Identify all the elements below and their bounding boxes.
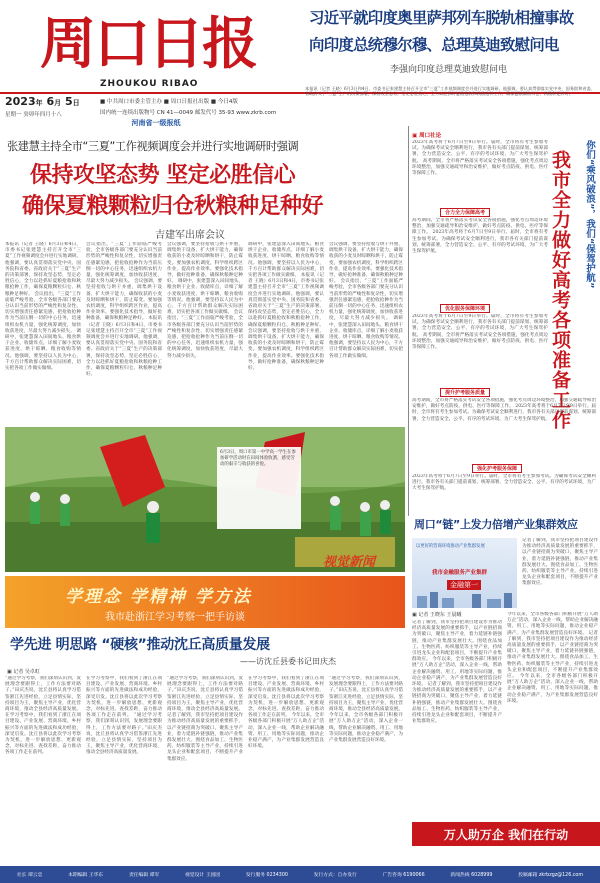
footer-item: 广告咨询 6190066 [382,873,425,878]
publication-number: 国内统一连续出版物号 CN 41—0049 邮发代号 35-93 www.zkrb.com [100,110,277,116]
industry-ad[interactable] [412,538,517,608]
footer-email-link[interactable]: 投稿邮箱 zkrbzgz@126.com [518,873,584,878]
industry-column-2: 今年以来，全市各级各部门积极开展“万人助万企”活动，深入企业一线，帮助企业解决融资、用工、用地等实际问题，推动企业稳产满产，为产业集群发展营造良好环境。 记者了解到，我市坚持把项目建设作为推动经济高质量发展的重要抓手，以产业链招商为突破口，聚焦主导产业，着力延链补链强链，推动产业集群发展壮大。围绕食品加工、生物医药、纺织服装等主导产业，持续引进龙头企业和配套项目，不断提升产业集群效应。 今年以来，全市各级各部门积极开展“万人助万企”活动，深入企业一线，帮助企业解决融资、用工、用地等实际问题，推动企业稳产满产，为产业集群发展营造良好环境。 [507,612,598,704]
footer-item: 责任编辑 谭军 [128,873,160,878]
industry-ad-brand: 金融第一 [447,580,481,590]
lead-column-3: 会议强调，要坚持抢收与烘干并重，调集烘干设备，扩大烘干能力，确保收获的小麦及时晾晒和烘干，防止霉变。要加强农机调度，科学组织跨区作业，提高作业效率。要强化技术指导，做好抢种准备，确保秋粮种足种好。 调研中，张建慧深入田间地头、粮食烘干企业、收储库点，详细了解小麦收获进度、烘干晾晒、粮食收购等情况。他强调，要坚持以人民为中心，千方百计帮助群众解决实际困难，切实把各项工作做实做细。 会议指出，“三夏”工作面临严峻考验，全市各级各部门要充分认识当前形势的严峻性和复杂性，切实增强责任感紧迫感，把抢收抢种作为当前压倒一切的中心任务，迅速组织农机力量，强化统筹调度，加快收获进度，尽最大努力减少损失。 [167,242,243,359]
feature-column-5: “通过学习考察，我们深刻认识到，发展理念要跟得上，工作方法要对路子。”田庆杰说，沈丘县将认真学习借鉴浙江先进经验，立足县情实际，坚持项目为王，聚焦主导产业，优化营商环境，推动全县经济高质量发展。 今年以来，全市各级各部门积极开展“万人助万企”活动，深入企业一线，帮助企业解决融资、用工、用地等实际问题，推动企业稳产满产，为产业集群发展营造良好环境。 [329,676,403,744]
footer-item: 发行服务 0234300 [245,873,288,878]
masthead [0,0,600,127]
top-news-subhead[interactable]: 李强向印度总理莫迪致慰问电 [390,65,508,75]
feature-article [0,628,405,863]
industry-headline[interactable]: 周口“链”上发力倍增产业集群效应 [414,518,578,531]
slogan-text: 万人助万企 我们在行动 [443,828,569,842]
skyline-graphic [412,590,517,608]
lead-byline: 吉建军出席会议 [155,230,225,241]
footer-bar [0,866,600,883]
lead-headline-1[interactable]: 保持攻坚态势 坚定必胜信心 [30,163,296,188]
newspaper-logo: 周口日报 [40,11,256,77]
feature-column-2: 在学习考察中，我们看到了浙江在项目建设、产业发展、营商环境、乡村振兴等方面的先进做法和成功经验，深受启发。沈丘县将以此次学习考察为契机，进一步解放思想、更新观念，对标先进、查找差距，奋力推动各项工作走在前列。 “通过学习考察，我们深刻认识到，发展理念要跟得上，工作方法要对路子。”田庆杰说，沈丘县将认真学习借鉴浙江先进经验，立足县情实际，坚持项目为王，聚焦主导产业，优化营商环境，推动全县经济高质量发展。 [86,676,162,756]
footer-item: 视觉设计 王园园 [185,873,221,878]
photo-caption: 6月3日，周口市第一中学高一学生在参加研学活动时在田间体验收割，感受劳动的艰辛与收获的喜悦。 [220,450,296,468]
news-photo[interactable] [5,427,405,572]
weekday: 星期一 癸卯年四月十八 [5,112,62,118]
date-month: 6 [46,95,55,108]
slogan-bar [412,822,600,846]
section-label-1: 合力全力保障高考 [440,208,490,217]
date-year: 2023 [5,95,36,108]
lead-column-1: 本报讯（记者 王晓）6月3日和4日，市委书记张建慧主持召开全市“三夏”工作视频调度会并进行实地调研。他强调，要认真贯彻落实党中央、国务院和省委、省政府关于“三夏”生产的决策部署，保持攻坚态势，坚定必胜信心，全力以赴抓好夏粮抢收和秋粮抢种工作，确保夏粮颗粒归仓、秋粮种足种好。 会议指出，“三夏”工作面临严峻考验，全市各级各部门要充分认识当前形势的严峻性和复杂性，切实增强责任感紧迫感，把抢收抢种作为当前压倒一切的中心任务，迅速组织农机力量，强化统筹调度，加快收获进度，尽最大努力减少损失。 调研中，张建慧深入田间地头、粮食烘干企业、收储库点，详细了解小麦收获进度、烘干晾晒、粮食收购等情况。他强调，要坚持以人民为中心，千方百计帮助群众解决实际困难，切实把各项工作做实做细。 [5,242,81,372]
commentary-headline[interactable]: 我市全力做好高考各项准备工作 [549,150,571,430]
industry-intro: 记者了解到，我市坚持把项目建设作为推动经济高质量发展的重要抓手，以产业链招商为突破口，聚焦主导产业，着力延链补链强链，推动产业集群发展壮大。围绕食品加工、生物医药、纺织服装等主导产业，持续引进龙头企业和配套项目，不断提升产业集群效应。 [522,538,598,587]
footer-item: 社长 谭云忠 [16,873,43,878]
commentary-divider [408,126,409,516]
visual-news-label: 视觉新闻 [323,555,376,570]
lead-headline-2[interactable]: 确保夏粮颗粒归仓秋粮种足种好 [22,194,324,219]
lead-column-2: 会议指出，“三夏”工作面临严峻考验，全市各级各部门要充分认识当前形势的严峻性和复杂性，切实增强责任感紧迫感，把抢收抢种作为当前压倒一切的中心任务，迅速组织农机力量，强化统筹调度，加快收获进度，尽最大努力减少损失。 会议强调，要坚持抢收与烘干并重，调集烘干设备，扩大烘干能力，确保收获的小麦及时晾晒和烘干，防止霉变。要加强农机调度，科学组织跨区作业，提高作业效率。要强化技术指导，做好抢种准备，确保秋粮种足种好。 本报讯（记者 王晓）6月3日和4日，市委书记张建慧主持召开全市“三夏”工作视频调度会并进行实地调研。他强调，要认真贯彻落实党中央、国务院和省委、省政府关于“三夏”生产的决策部署，保持攻坚态势，坚定必胜信心，全力以赴抓好夏粮抢收和秋粮抢种工作，确保夏粮颗粒归仓、秋粮种足种好。 [86,242,162,378]
feature-column-3: “通过学习考察，我们深刻认识到，发展理念要跟得上，工作方法要对路子。”田庆杰说，沈丘县将认真学习借鉴浙江先进经验，立足县情实际，坚持项目为王，聚焦主导产业，优化营商环境，推动全县经济高质量发展。 记者了解到，我市坚持把项目建设作为推动经济高质量发展的重要抓手，以产业链招商为突破口，聚焦主导产业，着力延链补链强链，推动产业集群发展壮大。围绕食品加工、生物医药、纺织服装等主导产业，持续引进龙头企业和配套项目，不断提升产业集群效应。 [167,676,243,762]
feature-reporter: ▣ 记者 吴卓虹 [7,669,40,675]
top-news-headline-2[interactable]: 向印度总统穆尔穆、总理莫迪致慰问电 [309,36,559,54]
lead-story [0,126,405,426]
commentary-body-1: 高考期间，全市将严格落实考试安全各项措施，强化考点周边环境整治，加强交通疏导和治安维护，做好考点防疫、供电、医疗等保障工作。 2023年高考将于6月7日至9日举行。届时，全市将有考生参加考试。为确保考试安全顺利进行，我市各有关部门提前谋划、统筹部署，全力营造安全、公平、有序的考试环境，为广大考生保驾护航。 [412,218,548,255]
logo-pinyin: ZHOUKOU RIBAO [100,79,199,89]
website-link[interactable]: www.zkrb.com [236,110,277,116]
feature-headline[interactable]: 学先进 明思路 “硬核”推动沈丘高质量发展 [10,637,270,653]
lead-column-4: 调研中，张建慧深入田间地头、粮食烘干企业、收储库点，详细了解小麦收获进度、烘干晾晒、粮食收购等情况。他强调，要坚持以人民为中心，千方百计帮助群众解决实际困难，切实把各项工作做实做细。 本报讯（记者 王晓）6月3日和4日，市委书记张建慧主持召开全市“三夏”工作视频调度会并进行实地调研。他强调，要认真贯彻落实党中央、国务院和省委、省政府关于“三夏”生产的决策部署，保持攻坚态势，坚定必胜信心，全力以赴抓好夏粮抢收和秋粮抢种工作，确保夏粮颗粒归仓、秋粮种足种好。 会议强调，要坚持抢收与烘干并重，调集烘干设备，扩大烘干能力，确保收获的小麦及时晾晒和烘干，防止霉变。要加强农机调度，科学组织跨区作业，提高作业效率。要强化技术指导，做好抢种准备，确保秋粮种足种好。 [248,242,324,372]
section-label-2: 优化服务保障环境 [440,304,490,313]
industry-reporter: ▣ 记者 王晓东 王晨曦 [412,612,462,618]
commentary-intro: 2023年高考将于6月7日至9日举行。届时，全市将有考生参加考试。为确保考试安全顺利进行，我市各有关部门提前谋划、统筹部署，全力营造安全、公平、有序的考试环境，为广大考生保驾护航。 高考期间，全市将严格落实考试安全各项措施，强化考点周边环境整治，加强交通疏导和治安维护，做好考点防疫、供电、医疗等保障工作。 [412,140,548,177]
commentary-body-3: 高考期间，全市将严格落实考试安全各项措施，强化考点周边环境整治，加强交通疏导和治安维护，做好考点防疫、供电、医疗等保障工作。 2023年高考将于6月7日至9日举行。届时，全市将有考生参加考试。为确保考试安全顺利进行，我市各有关部门提前谋划、统筹部署，全力营造安全、公平、有序的考试环境，为广大考生保驾护航。 [412,398,596,422]
section-label-3: 提升护考服务质量 [440,388,490,397]
lead-kicker[interactable]: 张建慧主持全市“三夏”工作视频调度会并进行实地调研时强调 [7,140,299,153]
banner-subtitle: 我市赴浙江学习考察一把手访谈 [105,612,245,623]
commentary-section [412,126,600,516]
commentary-side-tag: 你们“乘风破浪”，我们“保驾护航” [584,140,595,289]
commentary-body-4: 2023年高考将于6月7日至9日举行。届时，全市将有考生参加考试。为确保考试安全顺利进行，我市各有关部门提前谋划、统筹部署，全力营造安全、公平、有序的考试环境，为广大考生保驾护航。 [412,474,596,492]
footer-item: 新闻热线 6028999 [450,873,493,878]
sponsor: ■ 中共周口市委主管主办 ■ 周口日报社出版 ■ 今日4版 [100,99,238,105]
date-day: 5 [64,95,73,108]
banner-title: 学理念 学精神 学方法 [65,587,252,607]
lead-column-5: 会议强调，要坚持抢收与烘干并重，调集烘干设备，扩大烘干能力，确保收获的小麦及时晾晒和烘干，防止霉变。要加强农机调度，科学组织跨区作业，提高作业效率。要强化技术指导，做好抢种准备，确保秋粮种足种好。 会议指出，“三夏”工作面临严峻考验，全市各级各部门要充分认识当前形势的严峻性和复杂性，切实增强责任感紧迫感，把抢收抢种作为当前压倒一切的中心任务，迅速组织农机力量，强化统筹调度，加快收获进度，尽最大努力减少损失。 调研中，张建慧深入田间地头、粮食烘干企业、收储库点，详细了解小麦收获进度、烘干晾晒、粮食收购等情况。他强调，要坚持以人民为中心，千方百计帮助群众解决实际困难，切实把各项工作做实做细。 [329,242,403,359]
issue-date: 2023年 6月 5日 [5,95,80,108]
industry-column-1: 记者了解到，我市坚持把项目建设作为推动经济高质量发展的重要抓手，以产业链招商为突破口，聚焦主导产业，着力延链补链强链，推动产业集群发展壮大。围绕食品加工、生物医药、纺织服装等主导产业，持续引进龙头企业和配套项目，不断提升产业集群效应。 今年以来，全市各级各部门积极开展“万人助万企”活动，深入企业一线，帮助企业解决融资、用工、用地等实际问题，推动企业稳产满产，为产业集群发展营造良好环境。 记者了解到，我市坚持把项目建设作为推动经济高质量发展的重要抓手，以产业链招商为突破口，聚焦主导产业，着力延链补链强链，推动产业集群发展壮大。围绕食品加工、生物医药、纺织服装等主导产业，持续引进龙头企业和配套项目，不断提升产业集群效应。 [412,620,502,725]
commentary-tag: ▣ 周口社论 [412,133,442,139]
brand-badge: 河南省一级报纸 [96,118,216,128]
photo-caption-box [217,447,301,529]
footer-item: 发行方式：自办发行 [313,873,357,878]
industry-ad-line-2: 我市金融服务产业集群 [432,570,488,576]
section-label-4: 强化护考服务保障 [472,464,522,473]
feature-subhead: ——访沈丘县委书记田庆杰 [240,657,336,666]
industry-ad-line-1: 以更好的营商环境推动产业集群发展 [416,544,485,549]
study-banner [5,576,405,628]
industry-section [412,516,600,863]
footer-item: 本期编辑 王华东 [68,873,104,878]
commentary-body-2: 2023年高考将于6月7日至9日举行。届时，全市将有考生参加考试。为确保考试安全顺利进行，我市各有关部门提前谋划、统筹部署，全力营造安全、公平、有序的考试环境，为广大考生保驾护航。 高考期间，全市将严格落实考试安全各项措施，强化考点周边环境整治，加强交通疏导和治安维护，做好考点防疫、供电、医疗等保障工作。 [412,314,548,351]
feature-column-4: 在学习考察中，我们看到了浙江在项目建设、产业发展、营商环境、乡村振兴等方面的先进做法和成功经验，深受启发。沈丘县将以此次学习考察为契机，进一步解放思想、更新观念，对标先进、查找差距，奋力推动各项工作走在前列。 今年以来，全市各级各部门积极开展“万人助万企”活动，深入企业一线，帮助企业解决融资、用工、用地等实际问题，推动企业稳产满产，为产业集群发展营造良好环境。 [248,676,324,750]
feature-column-1: “通过学习考察，我们深刻认识到，发展理念要跟得上，工作方法要对路子。”田庆杰说，沈丘县将认真学习借鉴浙江先进经验，立足县情实际，坚持项目为王，聚焦主导产业，优化营商环境，推动全县经济高质量发展。 在学习考察中，我们看到了浙江在项目建设、产业发展、营商环境、乡村振兴等方面的先进做法和成功经验，深受启发。沈丘县将以此次学习考察为契机，进一步解放思想、更新观念，对标先进、查找差距，奋力推动各项工作走在前列。 [5,676,81,756]
top-news-text: 本报讯（记者 王晓）6月3日和4日，市委书记张建慧主持召开全市“三夏”工作视频调度会并进行实地调研。他强调，要认真贯彻落实党中央、国务院和省委、省政府关于“三夏”生产的决策部署，保持攻坚态势，坚定必胜信心，全力以赴抓好夏粮抢收和秋粮抢种工作，确保夏粮颗粒归仓、秋粮种足种好。 [305,86,595,97]
top-news-headline-1[interactable]: 习近平就印度奥里萨邦列车脱轨相撞事故 [309,9,574,27]
